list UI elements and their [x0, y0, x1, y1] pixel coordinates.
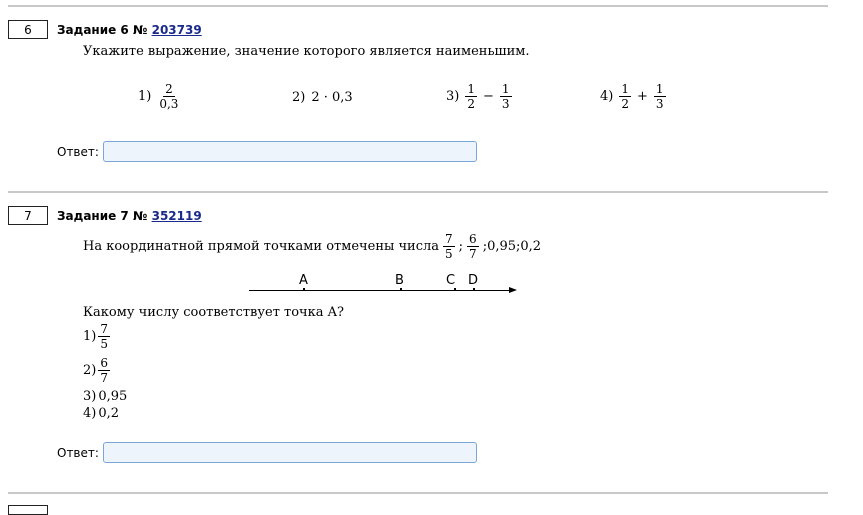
- task-question: На координатной прямой точками отмечены числа $\frac{7}{5}$ ; $\frac{6}{7}$ ;0,95;0,2: [83, 232, 542, 261]
- option-label: 1): [83, 329, 97, 344]
- option-3: [83, 389, 127, 404]
- fraction: [157, 82, 180, 111]
- operator: +: [636, 89, 648, 104]
- fraction-numerator: 6: [100, 356, 108, 370]
- option-value: 0,2: [98, 406, 120, 421]
- option-4: [600, 82, 666, 111]
- option-label: 1): [138, 89, 152, 104]
- divider: [8, 492, 828, 494]
- option-3: [446, 82, 512, 111]
- option-label: 3): [446, 89, 460, 104]
- coordinate-line: [249, 290, 511, 291]
- fraction: [465, 82, 477, 111]
- fraction-denominator: 0,3: [159, 97, 179, 111]
- option-value: 0,95: [98, 389, 128, 404]
- task-question: Укажите выражение, значение которого является наименьшим.: [83, 44, 530, 59]
- answer-input[interactable]: [103, 141, 477, 162]
- fraction: [98, 322, 110, 351]
- fraction-denominator: 3: [501, 97, 510, 111]
- option-2: [292, 90, 353, 105]
- fraction: [467, 232, 479, 261]
- fraction-denominator: 7: [469, 247, 477, 261]
- fraction-numerator: 6: [469, 232, 477, 246]
- fraction: [654, 82, 666, 111]
- option-expression: 2 · 0,3: [311, 90, 353, 105]
- fraction-numerator: 7: [100, 322, 108, 336]
- fraction: [500, 82, 512, 111]
- task-title: [57, 209, 202, 223]
- point-b-mark: [400, 288, 402, 291]
- fraction-denominator: 5: [100, 337, 108, 351]
- task-number-box: 7: [8, 206, 48, 225]
- fraction-denominator: 2: [621, 97, 629, 111]
- fraction-numerator: 1: [655, 82, 664, 96]
- point-a-mark: [303, 288, 305, 291]
- fraction-numerator: 1: [501, 82, 510, 96]
- task-number-box: [8, 505, 48, 515]
- task-id-link[interactable]: 203739: [151, 23, 202, 37]
- fraction-denominator: 5: [445, 247, 453, 261]
- numbers-rest: ;0,95;0,2: [482, 239, 542, 254]
- task-title: [57, 23, 202, 37]
- divider: [8, 191, 828, 193]
- fraction-numerator: 1: [467, 82, 475, 96]
- task-number-box: 6: [8, 20, 48, 39]
- point-d-mark: [473, 288, 475, 291]
- option-2: [83, 356, 110, 385]
- point-label-a: A: [299, 273, 308, 288]
- fraction-numerator: 7: [445, 232, 453, 246]
- option-4: [83, 406, 119, 421]
- fraction: [619, 82, 631, 111]
- answer-label: Ответ:: [57, 446, 99, 460]
- option-1: [83, 322, 110, 351]
- fraction: [443, 232, 455, 261]
- point-label-b: B: [395, 273, 404, 288]
- fraction: [98, 356, 110, 385]
- question-text: На координатной прямой точками отмечены числа: [83, 239, 440, 254]
- arrow-right-icon: [509, 287, 517, 293]
- task-title-prefix: Задание 7 №: [57, 209, 148, 223]
- task-id-link[interactable]: 352119: [151, 209, 202, 223]
- option-1: [138, 82, 180, 111]
- fraction-denominator: 3: [655, 97, 664, 111]
- option-label: 4): [83, 406, 97, 421]
- answer-label: Ответ:: [57, 145, 99, 159]
- point-label-d: D: [468, 273, 479, 288]
- option-label: 4): [600, 89, 614, 104]
- option-label: 2): [83, 363, 97, 378]
- operator: −: [482, 89, 494, 104]
- point-c-mark: [454, 288, 456, 291]
- sub-question: Какому числу соответствует точка A?: [83, 305, 345, 320]
- option-label: 3): [83, 389, 97, 404]
- fraction-numerator: 2: [165, 82, 173, 96]
- fraction-denominator: 2: [467, 97, 475, 111]
- answer-input[interactable]: [103, 442, 477, 463]
- option-label: 2): [292, 90, 306, 105]
- fraction-numerator: 1: [621, 82, 629, 96]
- point-label-c: C: [446, 273, 456, 288]
- task-title-prefix: Задание 6 №: [57, 23, 148, 37]
- fraction-denominator: 7: [100, 371, 108, 385]
- divider-top: [8, 5, 828, 7]
